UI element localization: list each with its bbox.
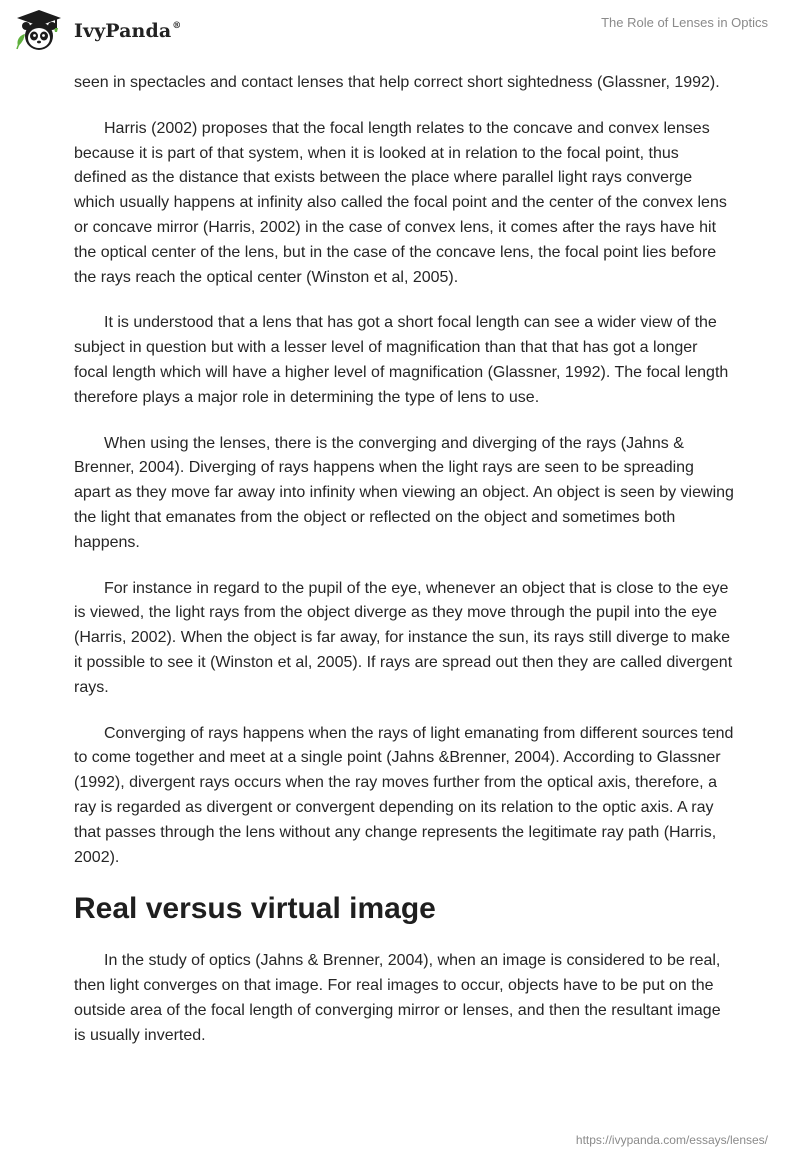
paragraph: In the study of optics (Jahns & Brenner, 2004), when an image is considered to be real, then light converges on that image. For real images to occur, objects have to be put on the outside area of the focal length of converging mirror or lenses, and then the resultant image is usually inverted. bbox=[74, 952, 721, 1044]
paragraph: It is understood that a lens that has got a short focal length can see a wider view of the subject in question but with a lesser level of magnification than that that has got a longer focal length which will have a higher level of magnification (Glassner, 1992). The focal length therefore plays a major role in determining the type of lens to use. bbox=[74, 314, 729, 406]
paragraph: Converging of rays happens when the rays of light emanating from different sources tend to come together and meet at a single point (Jahns &Brenner, 2004). According to Glassner (1992), divergent rays occurs when the ray moves further from the optical axis, therefore, a ray is regarded as divergent or convergent depending on its relation to the optic axis. A ray that passes through the lens without any change represents the legitimate ray path (Harris, 2002). bbox=[74, 724, 734, 866]
ivypanda-logo[interactable] bbox=[14, 8, 181, 52]
logo-wordmark bbox=[74, 20, 181, 42]
page-header bbox=[0, 0, 800, 60]
registered-mark: ® bbox=[172, 20, 182, 31]
panda-graduate-icon bbox=[14, 8, 64, 52]
paragraph: When using the lenses, there is the converging and diverging of the rays (Jahns & Brenner, 2004). Diverging of rays happens when the light rays are seen to be spreading apart as they move far away into infinity when viewing an object. An object is seen by viewing the light that emanates from the object or reflected on the object and sometimes both happens. bbox=[74, 434, 734, 551]
paragraph: For instance in regard to the pupil of the eye, whenever an object that is close to the eye is viewed, the light rays from the object diverge as they move through the pupil into the eye (Harris, 2002). When the object is far away, for instance the sun, its rays still diverge to make it possible to see it (Winston et al, 2005). If rays are spread out then they are called divergent rays. bbox=[74, 579, 733, 696]
paragraph-continued: seen in spectacles and contact lenses that help correct short sightedness (Glassner, 1992). bbox=[74, 74, 720, 91]
document-title: The Role of Lenses in Optics bbox=[601, 15, 768, 30]
essay-content bbox=[74, 71, 734, 1070]
logo-name: IvyPanda bbox=[74, 20, 172, 42]
paragraph: Harris (2002) proposes that the focal length relates to the concave and convex lenses because it is part of that system, when it is looked at in relation to the focal point, thus defined as the distance that exists between the place where parallel light rays converge which usually happens at infinity also called the focal point and the center of the convex lens or concave mirror (Harris, 2002) in the case of convex lens, it comes after the rays have hit the optical center of the lens, but in the case of the concave lens, the focal point lies before the rays reach the optical center (Winston et al, 2005). bbox=[74, 119, 727, 286]
section-heading: Real versus virtual image bbox=[74, 892, 436, 926]
source-url[interactable]: https://ivypanda.com/essays/lenses/ bbox=[575, 1133, 768, 1147]
